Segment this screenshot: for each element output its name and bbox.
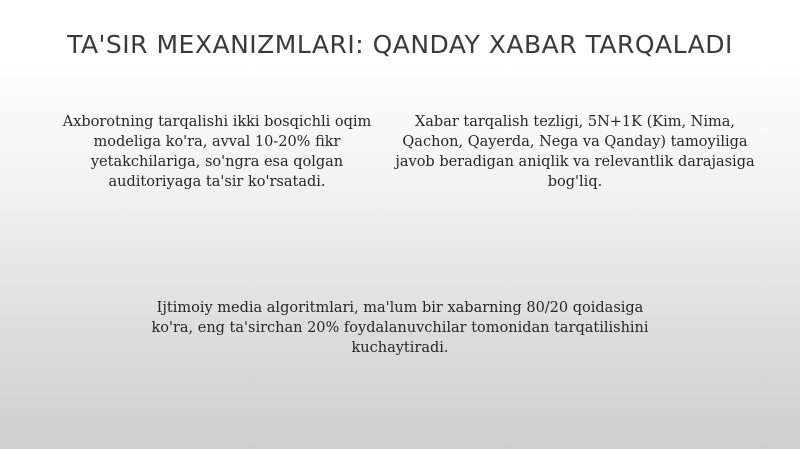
right-text-block: Xabar tarqalish tezligi, 5N+1K (Kim, Nima, Qachon, Qayerda, Nega va Qanday) tamoyiliga javob beradigan aniqlik va relevantlik darajasiga bog'liq.: [395, 114, 755, 190]
bottom-text-block: Ijtimoiy media algoritmlari, ma'lum bir xabarning 80/20 qoidasiga ko'ra, eng ta'sirchan 20% foydalanuvchilar tomonidan tarqatilishini kuchaytiradi.: [151, 300, 649, 356]
left-text-block: Axborotning tarqalishi ikki bosqichli oqim modeliga ko'ra, avval 10-20% fikr yetakchilariga, so'ngra esa qolgan auditoriyaga ta'sir ko'rsatadi.: [62, 114, 372, 190]
slide-title: TA'SIR MEXANIZMLARI: QANDAY XABAR TARQALADI: [67, 30, 733, 59]
